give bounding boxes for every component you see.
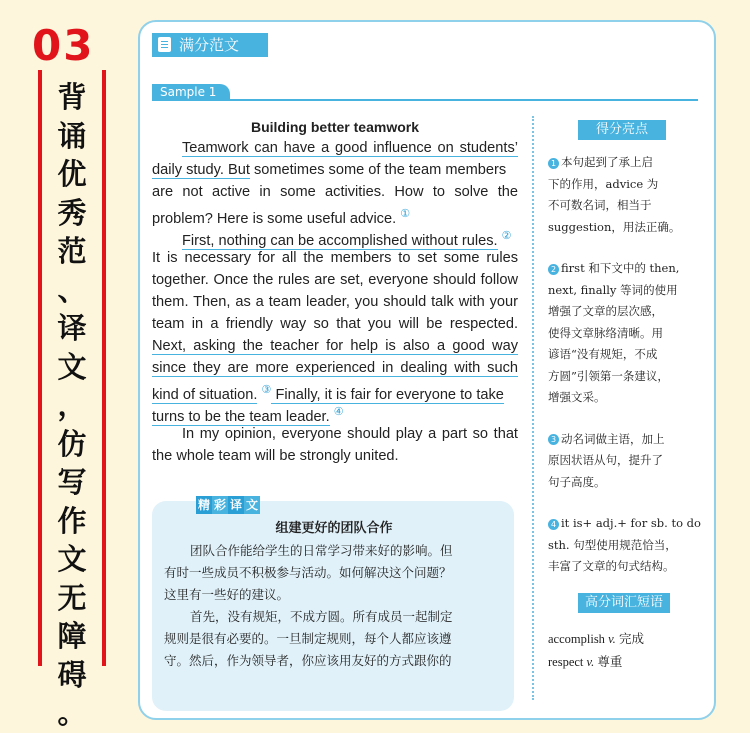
note-text: first 和下文中的 then, <box>561 261 680 275</box>
note-number-badge: 4 <box>548 519 559 530</box>
badge-char: 译 <box>230 498 243 512</box>
note-text: 本句起到了承上启 <box>561 155 653 169</box>
badge-char: 精 <box>198 498 211 512</box>
translation-line: 这里有一些好的建议。 <box>164 587 290 602</box>
vertical-title-char: 译 <box>57 311 87 345</box>
essay-line: are not active in some activities. How to solve the <box>152 184 518 200</box>
essay-highlight: Finally, it is fair for everyone to take <box>271 386 504 403</box>
sample-rule <box>152 99 698 101</box>
essay-title: Building better teamwork <box>250 119 420 135</box>
note-line: 不可数名词，相当于 <box>548 198 652 212</box>
vocab-item <box>548 651 708 674</box>
vertical-title-char: 写 <box>57 465 87 499</box>
badge-char: 文 <box>246 498 259 512</box>
vocab-pos: v. <box>586 655 595 669</box>
note-line <box>548 513 706 535</box>
essay-line <box>152 401 518 423</box>
vertical-title-char: 范 <box>57 234 87 268</box>
vertical-title-char: 。 <box>57 696 87 730</box>
note-4 <box>548 513 706 578</box>
sample-label: Sample 1 <box>152 84 230 101</box>
vertical-title-char: 、 <box>57 272 87 307</box>
vertical-title-char: 文 <box>57 349 87 384</box>
essay-line: team in a friendly way so that you will be respected. <box>152 316 518 332</box>
essay-text: problem? Here is some useful advice. <box>152 210 397 227</box>
essay-highlight: First, nothing can be accomplished without rules. <box>182 232 498 249</box>
vocab-item <box>548 628 708 651</box>
translation-badge <box>196 492 260 512</box>
vertical-title-char: 作 <box>57 503 87 538</box>
note-marker-3: ③ <box>261 384 272 396</box>
essay-highlight: turns to be the team leader. <box>152 408 330 425</box>
essay-highlight: Next, asking the teacher for help is also a good way <box>152 338 518 354</box>
note-text: it is+ adj.+ for sb. to do <box>561 516 701 530</box>
note-number-badge: 1 <box>548 158 559 169</box>
essay-line: the whole team will be strongly united. <box>152 448 399 464</box>
essay-line <box>152 335 518 357</box>
note-line: 谚语“没有规矩，不成 <box>548 347 658 361</box>
section-label <box>152 33 268 57</box>
vocab-list <box>548 628 708 674</box>
essay-highlight: daily study. But <box>152 162 250 178</box>
vocab-meaning: 完成 <box>618 632 644 646</box>
vertical-title-char: 秀 <box>57 195 87 230</box>
note-line: sth. 句型使用规范恰当， <box>548 537 677 552</box>
essay-line <box>152 357 518 379</box>
essay-line <box>152 225 518 247</box>
note-line: 使得文章脉络清晰。用 <box>548 325 663 340</box>
note-line <box>548 152 706 174</box>
essay-line: together. Once the rules are set, everyone should follow <box>152 272 518 288</box>
note-line: 方圆”引领第一条建议， <box>548 368 669 383</box>
note-line: suggestion，用法正确。 <box>548 219 681 234</box>
translation-line: 守。然后，作为领导者，你应该用友好的方式跟你的 <box>164 653 452 668</box>
highlight-notes <box>548 152 706 578</box>
vertical-title-char: 优 <box>57 157 87 191</box>
vertical-title-char: 障 <box>57 619 87 653</box>
note-line <box>548 429 706 451</box>
essay-line <box>152 137 518 159</box>
vertical-title-char: ， <box>57 388 87 422</box>
highlights-label: 得分亮点 <box>578 120 666 140</box>
note-line: next, finally 等词的使用 <box>548 282 678 297</box>
left-strip <box>0 0 130 730</box>
document-icon <box>158 37 171 52</box>
vocab-pos: v. <box>608 632 616 646</box>
note-line: 下的作用，advice 为 <box>548 176 659 191</box>
vertical-title-char: 背 <box>57 80 87 114</box>
frame-bar-left <box>38 70 42 666</box>
note-spacer <box>548 238 706 258</box>
note-number-badge: 3 <box>548 434 559 445</box>
essay-text: sometimes some of the team members <box>249 162 507 178</box>
essay <box>152 116 518 467</box>
vocab-word: accomplish <box>548 632 605 646</box>
note-line: 丰富了文章的句式结构。 <box>548 559 675 573</box>
essay-line: It is necessary for all the members to set some rules <box>152 250 518 266</box>
note-1 <box>548 152 706 238</box>
note-spacer <box>548 493 706 513</box>
translation <box>164 518 504 672</box>
essay-line <box>152 203 518 225</box>
note-number-badge: 2 <box>548 264 559 275</box>
essay-highlight: since they are more experienced in dealing with such <box>152 360 518 376</box>
note-spacer <box>548 409 706 429</box>
note-line: 原因状语从句，提升了 <box>548 453 663 467</box>
vertical-title-char: 无 <box>57 580 87 615</box>
column-divider <box>532 116 534 700</box>
translation-line: 团队合作能给学生的日常学习带来好的影响。但 <box>190 543 453 558</box>
essay-line: them. Then, as a team leader, you should talk with your <box>152 294 518 310</box>
essay-line <box>152 159 518 181</box>
vertical-title-frame <box>38 70 106 730</box>
translation-line: 有时一些成员不积极参与活动。如何解决这个问题？ <box>164 565 452 580</box>
vertical-title-char: 诵 <box>57 118 87 153</box>
translation-line: 规则是很有必要的。一旦制定规则，每个人都应该遵 <box>164 631 452 646</box>
note-marker-2: ② <box>501 230 512 242</box>
note-line: 增强了文章的层次感， <box>548 304 663 318</box>
note-2 <box>548 258 706 409</box>
vertical-title <box>46 78 98 733</box>
badge-char: 彩 <box>214 498 227 512</box>
vertical-title-char: 碍 <box>57 657 87 692</box>
note-line <box>548 258 706 280</box>
note-3 <box>548 429 706 494</box>
vertical-title-char: 文 <box>57 542 87 576</box>
note-marker-1: ① <box>400 208 411 220</box>
essay-line: In my opinion, everyone should play a part so that <box>182 426 518 442</box>
vocab-label: 高分词汇短语 <box>578 593 670 613</box>
note-marker-4: ④ <box>333 406 344 418</box>
section-number: 03 <box>32 21 95 70</box>
vocab-word: respect <box>548 655 584 669</box>
vertical-title-char: 仿 <box>57 426 87 461</box>
frame-bar-right <box>102 70 106 666</box>
section-label-text: 满分范文 <box>179 36 240 54</box>
note-line: 增强文采。 <box>548 390 606 404</box>
translation-line: 首先，没有规矩，不成方圆。所有成员一起制定 <box>190 609 453 624</box>
essay-line <box>152 379 518 401</box>
translation-title: 组建更好的团队合作 <box>275 521 393 536</box>
note-line: 句子高度。 <box>548 474 606 489</box>
essay-highlight: kind of situation. <box>152 386 258 403</box>
essay-highlight: Teamwork can have a good influence on students’ <box>182 140 518 156</box>
vocab-meaning: 尊重 <box>597 655 623 669</box>
note-text: 动名词做主语，加上 <box>561 431 665 446</box>
